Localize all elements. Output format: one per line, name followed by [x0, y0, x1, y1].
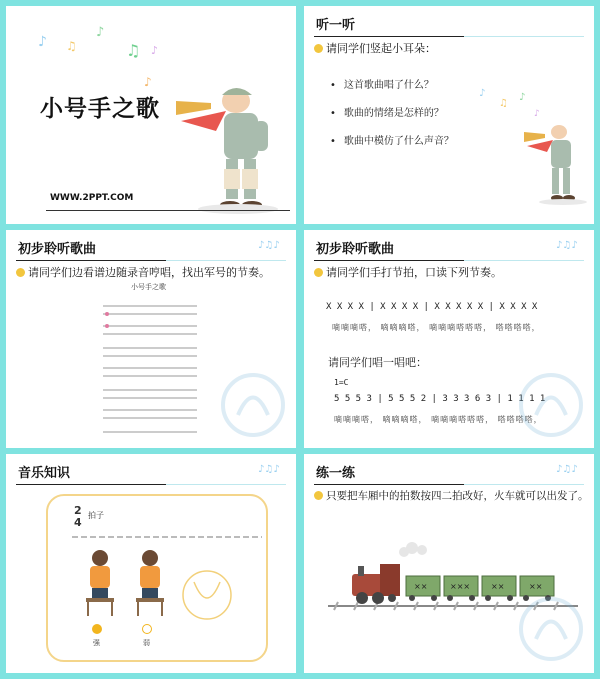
strong-beat-dot-icon [92, 624, 102, 634]
instruction: 只要把车厢中的拍数按四二拍改好，火车就可以出发了。 [314, 488, 589, 503]
instruction: 请同学们手打节拍，口读下列节奏。 [314, 264, 502, 280]
slide-practice[interactable] [304, 454, 594, 673]
melody-syllables: 嘀嘀嘀嗒， 嘀嘀嘀嗒， 嘀嘀嘀嗒嗒嗒， 嗒嗒嗒嗒， [334, 415, 543, 424]
heading-divider [16, 260, 166, 261]
svg-text:♫: ♫ [66, 39, 77, 53]
sheet-music [101, 280, 201, 445]
instruction: 请同学们竖起小耳朵： [314, 40, 436, 56]
meter-frame [46, 494, 268, 662]
heading-divider [314, 260, 464, 261]
student-illustration [80, 548, 120, 618]
heading-divider-accent [464, 260, 584, 261]
list-item: • 歌曲的情绪是怎样的？ [330, 104, 454, 119]
instruction: 请同学们边看谱边随录音哼唱，找出军号的节奏。 [16, 264, 270, 280]
question-list [330, 76, 454, 160]
bullet-dot-icon [314, 44, 323, 53]
svg-text:♪: ♪ [479, 88, 486, 99]
meter-bottom: 4 [74, 516, 82, 529]
bullet-dot-icon [314, 268, 323, 277]
music-notes-decoration [26, 16, 176, 96]
watermark-logo [516, 594, 586, 664]
trumpeter-illustration [519, 118, 589, 218]
train-car-label: ××× [450, 582, 471, 591]
watermark-logo [218, 370, 288, 440]
music-notes-decoration [256, 234, 296, 254]
music-notes-decoration [554, 234, 594, 254]
svg-text:♪: ♪ [144, 75, 152, 89]
meter-top: 2 [74, 504, 82, 517]
svg-text:♪: ♪ [534, 109, 540, 119]
key-signature: 1=C [334, 378, 349, 387]
slide-heading: 初步聆听歌曲 [18, 242, 97, 257]
train-car-label: ×× [414, 582, 428, 591]
svg-text:♪♫♪: ♪♫♪ [556, 464, 578, 475]
strong-beat-label: 强 [93, 639, 100, 647]
website-url: WWW.2PPT.COM [50, 193, 134, 203]
bullet-dot-icon [314, 491, 323, 500]
train-car-label: ×× [529, 582, 543, 591]
list-item: • 歌曲中模仿了什么声音？ [330, 132, 454, 147]
slide-heading: 听一听 [316, 18, 356, 33]
svg-text:♪♫♪: ♪♫♪ [556, 240, 578, 251]
list-item: • 这首歌曲唱了什么？ [330, 76, 454, 91]
svg-text:♪: ♪ [151, 44, 159, 57]
slide-listen[interactable] [304, 6, 594, 224]
watermark-logo [516, 370, 586, 440]
slide-music-knowledge[interactable] [6, 454, 296, 673]
train-car-label: ×× [491, 582, 505, 591]
slide-rhythm[interactable] [304, 230, 594, 448]
slide-score[interactable] [6, 230, 296, 448]
svg-text:♫: ♫ [126, 41, 141, 60]
rhythm-notation: X X X X | X X X X | X X X X X | X X X X [326, 302, 538, 312]
conducting-pattern-icon [180, 568, 234, 622]
svg-text:♫: ♫ [499, 98, 508, 109]
heading-divider-accent [166, 260, 286, 261]
score-notation [101, 292, 201, 442]
weak-beat-label: 弱 [143, 639, 150, 647]
score-title: 小号手之歌 [131, 283, 166, 291]
music-notes-decoration [256, 458, 296, 478]
heading-divider [314, 484, 464, 485]
meter-description-lines [72, 532, 272, 542]
svg-text:♪: ♪ [38, 34, 47, 50]
heading-divider-accent [464, 36, 584, 37]
svg-text:♪: ♪ [519, 92, 526, 103]
title-underline [46, 210, 290, 211]
slide-heading: 初步聆听歌曲 [316, 242, 395, 257]
svg-text:♪: ♪ [96, 25, 105, 40]
student-illustration [130, 548, 170, 618]
svg-text:♪♫♪: ♪♫♪ [258, 464, 280, 475]
heading-divider-accent [464, 484, 584, 485]
sing-prompt: 请同学们唱一唱吧： [328, 356, 427, 369]
heading-divider [314, 36, 464, 37]
music-notes-decoration [554, 458, 594, 478]
meter-name: 拍子 [88, 511, 104, 520]
heading-divider-accent [166, 484, 286, 485]
weak-beat-dot-icon [142, 624, 152, 634]
slide-heading: 音乐知识 [18, 466, 71, 481]
slide-title[interactable] [6, 6, 296, 224]
heading-divider [16, 484, 166, 485]
bullet-dot-icon [16, 268, 25, 277]
slide-heading: 练一练 [316, 466, 356, 481]
melody-notation: 5 5 5 3 | 5 5 5 2 | 3 3 3 6 3 | 1 1 1 1 [334, 394, 546, 404]
rhythm-syllables: 嘀嘀嘀嗒， 嘀嘀嘀嗒， 嘀嘀嘀嗒嗒嗒， 嗒嗒嗒嗒， [332, 323, 541, 332]
svg-text:♪♫♪: ♪♫♪ [258, 240, 280, 251]
trumpeter-illustration [166, 81, 286, 221]
slide-title-text: 小号手之歌 [40, 96, 160, 122]
